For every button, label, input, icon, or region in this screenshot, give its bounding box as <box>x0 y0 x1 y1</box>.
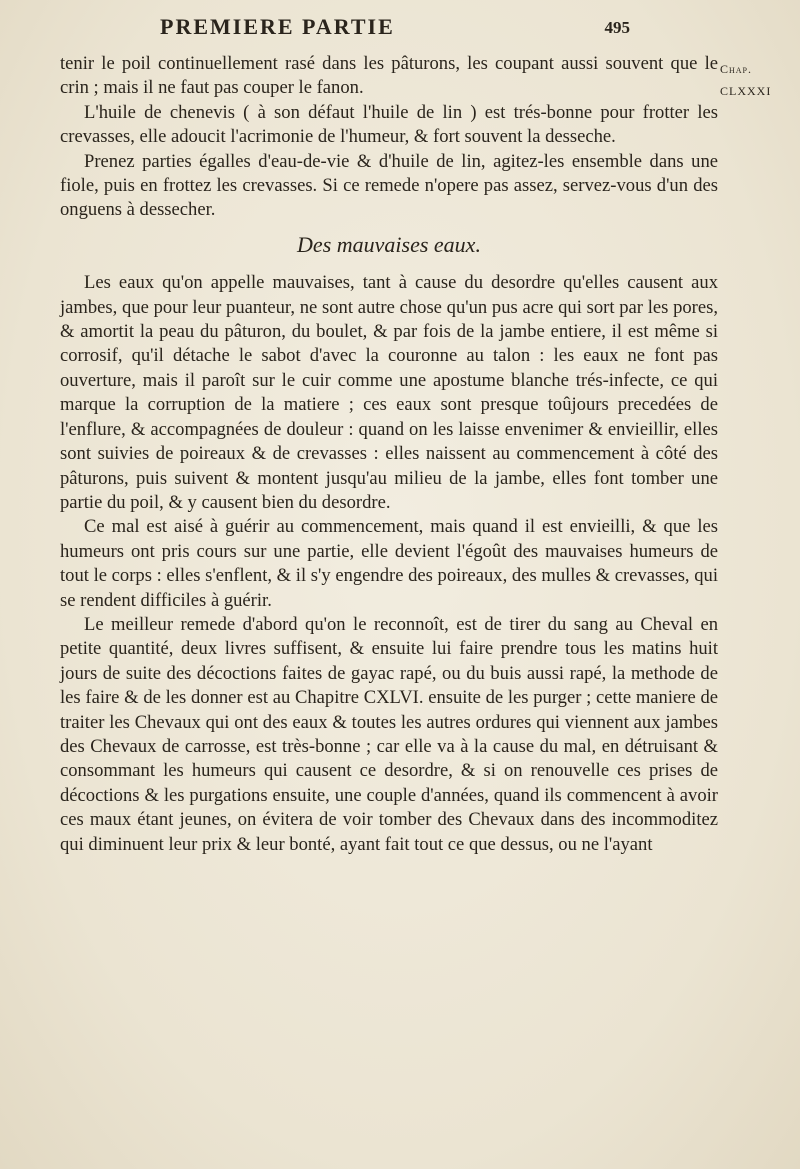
running-title: PREMIERE PARTIE <box>160 14 395 39</box>
paragraph-continued: tenir le poil continuellement rasé dans les pâturons, les coupant aussi souvent que le crin ; mais il ne faut pas couper le fanon. <box>60 53 718 99</box>
paragraph-huile-de-chenevis: L'huile de chenevis ( à son défaut l'huile de lin ) est trés-bonne pour frotter les crevasses, elle adoucit l'acrimonie de l'humeur, & fort souvent la desseche. <box>60 101 718 148</box>
margin-chapter-note <box>720 58 795 102</box>
paragraph-guerir: Ce mal est aisé à guérir au commencement, mais quand il est envieilli, & que les humeurs ont pris cours sur une partie, elle devient l'égoût des mauvaises humeurs de tout le corps : elles s'enflent, & il s'y engendre des poireaux, des mulles & crevasses, qui se rendent difficiles à guérir. <box>60 516 718 611</box>
paragraph-mauvaises-eaux: Les eaux qu'on appelle mauvaises, tant à cause du desordre qu'elles causent aux jambes, que pour leur puanteur, ne sont autre chose qu'un pus acre qui sort par les pores, & amortit la peau du pâturon, du boulet, & par fois de la jambe entiere, il est même si corrosif, qu'il détache le sabot d'avec la couronne au talon : les eaux ne font pas ouverture, mais il paroît sur le cuir comme une apostume blanche trés-infecte, ce qui marque la corruption de la matiere ; ces eaux sont presque toûjours precedées de l'enflure, & accompagnées de douleur : quand on les laisse envenimer & envieillir, elles sont suivies de poireaux & de crevasses : elles naissent au commencement à côté des pâturons, puis suivent & montent jusqu'au milieu de la jambe, elles font tomber une partie du poil, & y causent bien du desordre. <box>60 272 718 513</box>
paragraph-meilleur-remede: Le meilleur remede d'abord qu'on le reconnoît, est de tirer du sang au Cheval en petite quantité, deux livres suffisent, & ensuite lui faire prendre tous les matins huit jours de suite des décoctions faites de gayac rapé, ou du buis aussi rapé, la methode de les faire & de les donner est au Chapitre CXLVI. ensuite de les purger ; cette maniere de traiter les Chevaux qui ont des eaux & toutes les autres ordures qui viennent aux jambes des Chevaux de carrosse, est très-bonne ; car elle va à la cause du mal, en détruisant & consommant les humeurs qui causent ce desordre, & si on renouvelle ces prises de décoctions & les purgations ensuite, une couple d'années, quand ils commencent à avoir ces maux étant jeunes, on évitera de voir tomber des Chevaux dans des incommoditez qui diminuent leur prix & leur bonté, ayant fait tout ce que dessus, ou ne l'ayant <box>60 613 718 855</box>
running-header <box>160 14 630 40</box>
page-number: 495 <box>604 18 630 37</box>
paragraph-remede-eau-de-vie: Prenez parties égalles d'eau-de-vie & d'huile de lin, agitez-les ensemble dans une fiole, puis en frottez les crevasses. Si ce remede n'opere pas assez, servez-vous d'un des onguens à dessecher. <box>60 150 718 221</box>
body-text <box>60 52 718 857</box>
margin-chapter-label: Chap. <box>720 62 753 76</box>
margin-chapter-number: CLXXXI <box>720 84 772 98</box>
section-heading: Des mauvaises eaux. <box>297 231 481 257</box>
